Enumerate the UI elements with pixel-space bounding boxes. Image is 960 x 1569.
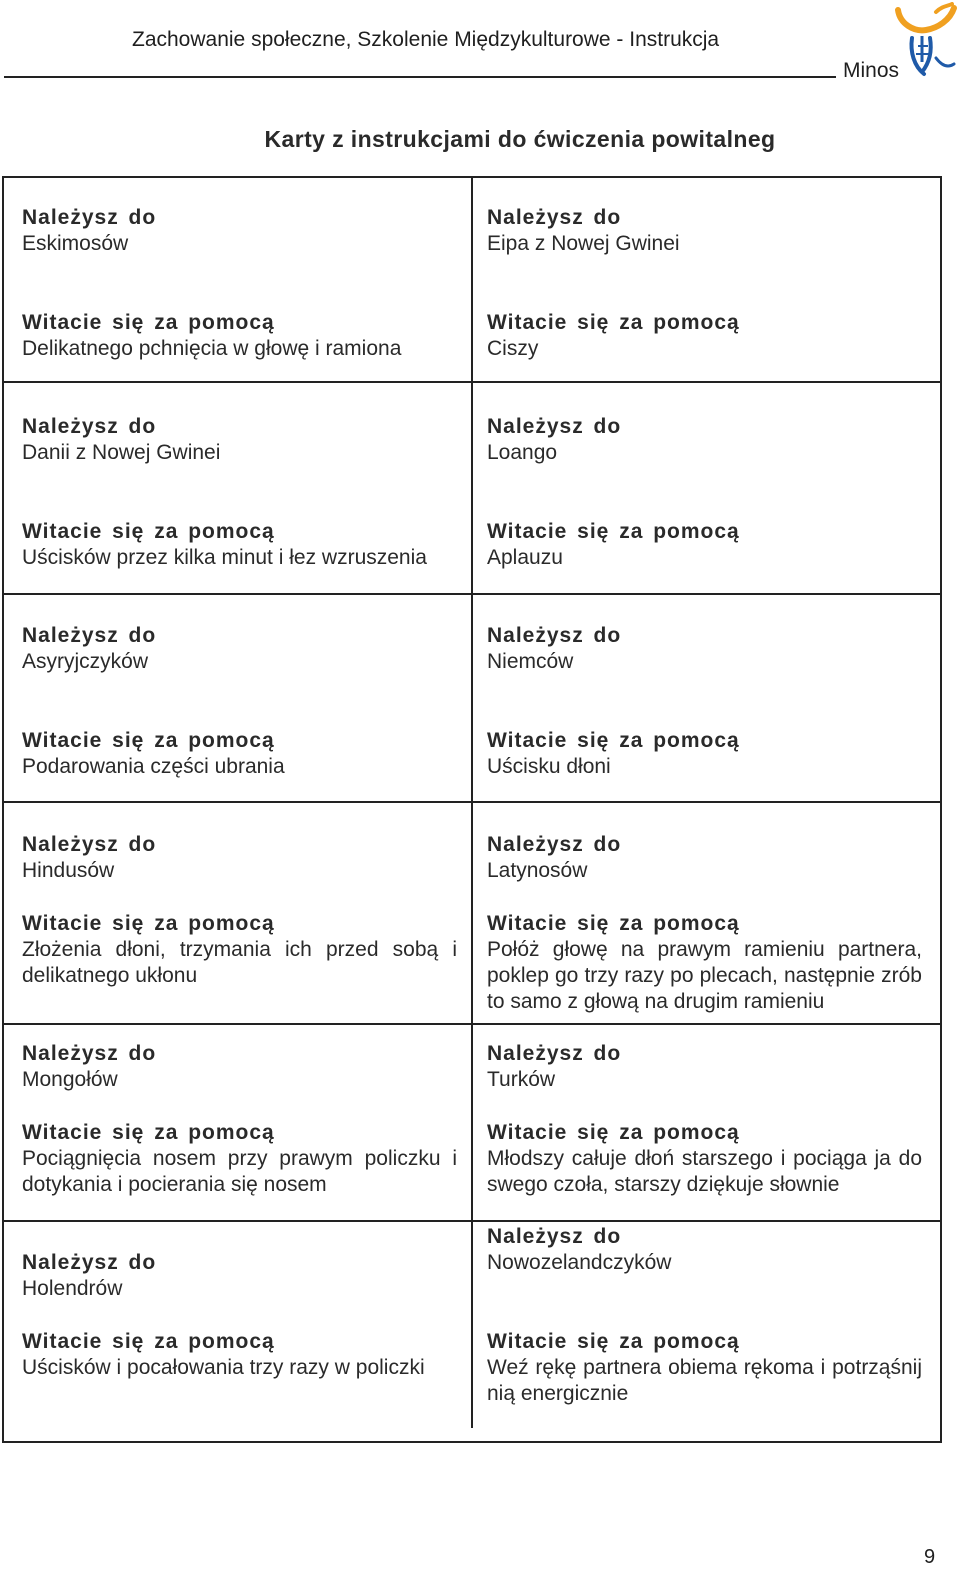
group-name: Mongołów (22, 1068, 118, 1091)
card-greeting (22, 1329, 457, 1381)
header-rule (4, 76, 836, 78)
belong-label: Należysz do (487, 1042, 622, 1065)
belong-label: Należysz do (487, 833, 622, 856)
card-greeting (487, 1329, 922, 1407)
card-greeting (487, 911, 922, 1015)
belong-label: Należysz do (22, 415, 157, 438)
greeting-text: Połóż głowę na prawym ramieniu partnera, poklep go trzy razy po plecach, następnie zrób to samo z głową na drugim ramieniu (487, 938, 922, 1013)
group-name: Asyryjczyków (22, 650, 149, 673)
greeting-text: Uścisków i pocałowania trzy razy w policzki (22, 1356, 425, 1379)
greeting-text: Podarowania części ubrania (22, 755, 285, 778)
belong-label: Należysz do (22, 833, 157, 856)
card-group (487, 414, 922, 466)
greeting-text: Uścisków przez kilka minut i łez wzruszenia (22, 546, 427, 569)
greeting-text: Młodszy całuje dłoń starszego i pociąga ja do swego czoła, starszy dziękuje słownie (487, 1147, 922, 1196)
group-name: Niemców (487, 650, 574, 673)
card-group (487, 623, 922, 675)
greet-label: Witacie się za pomocą (22, 1330, 275, 1353)
greet-label: Witacie się za pomocą (487, 311, 740, 334)
running-header-title: Zachowanie społeczne, Szkolenie Międzykulturowe - Instrukcja (132, 28, 720, 51)
group-name: Latynosów (487, 859, 588, 882)
card-group (22, 832, 457, 884)
greet-label: Witacie się za pomocą (22, 520, 275, 543)
group-name: Loango (487, 441, 558, 464)
greet-label: Witacie się za pomocą (22, 729, 275, 752)
group-name: Nowozelandczyków (487, 1251, 672, 1274)
greeting-text: Delikatnego pchnięcia w głowę i ramiona (22, 337, 402, 360)
card-group (487, 832, 922, 884)
card-greeting (22, 911, 457, 989)
greeting-text: Weź rękę partnera obiema rękoma i potrząśnij nią energicznie (487, 1356, 922, 1405)
minos-logo-icon (892, 2, 958, 80)
card-group (487, 1224, 922, 1276)
card-group (22, 1250, 457, 1302)
card-greeting (22, 728, 457, 780)
greet-label: Witacie się za pomocą (487, 729, 740, 752)
card-greeting (487, 728, 922, 780)
greeting-text: Pociągnięcia nosem przy prawym policzku i dotykania i pocierania się nosem (22, 1147, 457, 1196)
card-greeting (22, 310, 457, 362)
card-group (22, 623, 457, 675)
card-group (22, 205, 457, 257)
greet-label: Witacie się za pomocą (22, 1121, 275, 1144)
belong-label: Należysz do (487, 206, 622, 229)
card-group (22, 414, 457, 466)
card-greeting (487, 1120, 922, 1198)
belong-label: Należysz do (487, 1225, 622, 1248)
belong-label: Należysz do (22, 206, 157, 229)
card-group (487, 1041, 922, 1093)
table-column-divider (471, 176, 473, 1428)
belong-label: Należysz do (487, 624, 622, 647)
group-name: Eipa z Nowej Gwinei (487, 232, 680, 255)
belong-label: Należysz do (22, 1251, 157, 1274)
greet-label: Witacie się za pomocą (487, 520, 740, 543)
greeting-text: Aplauzu (487, 546, 563, 569)
greet-label: Witacie się za pomocą (487, 1330, 740, 1353)
greet-label: Witacie się za pomocą (487, 912, 740, 935)
brand-name: Minos (843, 59, 900, 82)
greet-label: Witacie się za pomocą (22, 912, 275, 935)
table-row-divider (2, 1441, 942, 1443)
card-greeting (487, 519, 922, 571)
card-greeting (487, 310, 922, 362)
belong-label: Należysz do (487, 415, 622, 438)
group-name: Turków (487, 1068, 556, 1091)
document-title: Karty z instrukcjami do ćwiczenia powitalneg (264, 126, 776, 152)
group-name: Hindusów (22, 859, 115, 882)
greeting-text: Ciszy (487, 337, 539, 360)
card-group (487, 205, 922, 257)
greet-label: Witacie się za pomocą (487, 1121, 740, 1144)
card-group (22, 1041, 457, 1093)
page-number: 9 (924, 1546, 936, 1568)
greeting-text: Złożenia dłoni, trzymania ich przed sobą i delikatnego ukłonu (22, 938, 457, 987)
table-left-border (2, 176, 4, 1443)
group-name: Holendrów (22, 1277, 123, 1300)
table-right-border (940, 176, 942, 1443)
card-greeting (22, 519, 457, 571)
greeting-text: Uścisku dłoni (487, 755, 611, 778)
belong-label: Należysz do (22, 1042, 157, 1065)
belong-label: Należysz do (22, 624, 157, 647)
greet-label: Witacie się za pomocą (22, 311, 275, 334)
group-name: Eskimosów (22, 232, 129, 255)
group-name: Danii z Nowej Gwinei (22, 441, 221, 464)
card-greeting (22, 1120, 457, 1198)
